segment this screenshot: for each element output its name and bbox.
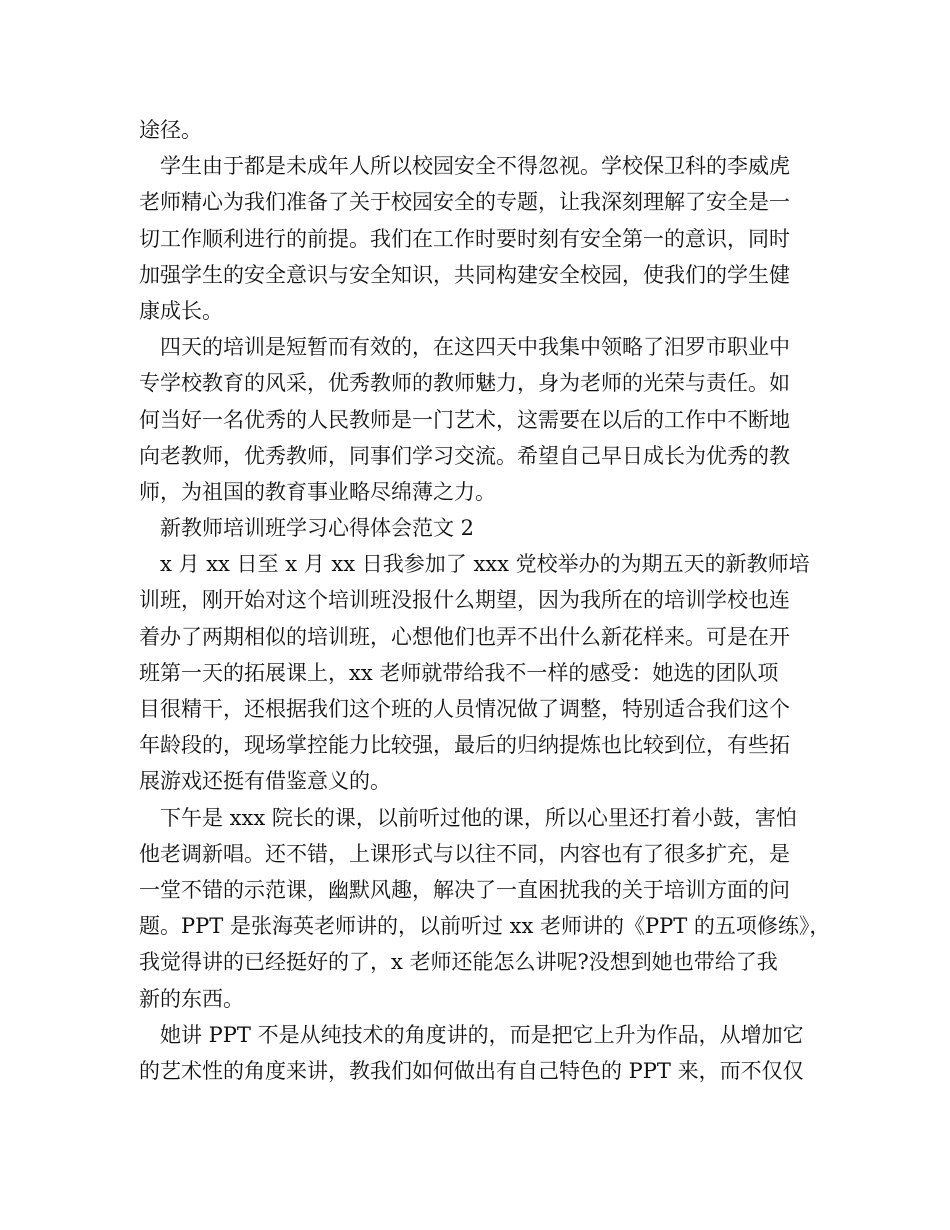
- text-line: 她讲 PPT 不是从纯技术的角度讲的，而是把它上升为作品，从增加它: [160, 1022, 804, 1047]
- text-line: 年龄段的，现场掌控能力比较强，最后的归纳提炼也比较到位，有些拓: [139, 733, 790, 758]
- document-body: [139, 112, 831, 1089]
- text-line: x 月 xx 日至 x 月 xx 日我参加了 xxx 党校举办的为期五天的新教师培: [160, 552, 810, 577]
- text-line: 学生由于都是未成年人所以校园安全不得忽视。学校保卫科的李威虎: [160, 154, 790, 179]
- text-line: 师，为祖国的教育事业略尽绵薄之力。: [139, 479, 496, 504]
- text-line: 向老教师，优秀教师，同事们学习交流。希望自己早日成长为优秀的教: [139, 443, 790, 468]
- text-line: 目很精干，还根据我们这个班的人员情况做了调整，特别适合我们这个: [139, 697, 790, 721]
- text-line: 康成长。: [139, 298, 223, 323]
- text-line: 四天的培训是短暂而有效的，在这四天中我集中领略了汨罗市职业中: [160, 335, 790, 360]
- text-line: 何当好一名优秀的人民教师是一门艺术，这需要在以后的工作中不断地: [139, 407, 790, 432]
- text-line: 的艺术性的角度来讲，教我们如何做出有自己特色的 PPT 来，而不仅仅: [139, 1058, 804, 1083]
- text-line: 老师精心为我们准备了关于校园安全的专题，让我深刻理解了安全是一: [139, 190, 790, 215]
- text-line: 班第一天的拓展课上，xx 老师就带给我不一样的感受：她选的团队项: [139, 660, 779, 685]
- text-line: 训班，刚开始对这个培训班没报什么期望，因为我所在的培训学校也连: [139, 588, 790, 613]
- text-line: 新的东西。: [139, 986, 244, 1011]
- text-line: 下午是 xxx 院长的课，以前听过他的课，所以心里还打着小鼓，害怕: [160, 805, 797, 830]
- text-line: 加强学生的安全意识与安全知识，共同构建安全校园，使我们的学生健: [139, 262, 790, 287]
- text-line: 途径。: [139, 118, 202, 142]
- text-line: 新教师培训班学习心得体会范文 2: [160, 516, 475, 541]
- text-line: 我觉得讲的已经挺好的了，x 老师还能怎么讲呢?没想到她也带给了我: [139, 950, 778, 975]
- text-line: 着办了两期相似的培训班，心想他们也弄不出什么新花样来。可是在开: [139, 624, 790, 649]
- text-line: 专学校教育的风采，优秀教师的教师魅力，身为老师的光荣与责任。如: [139, 371, 790, 396]
- text-line: 题。PPT 是张海英老师讲的，以前听过 xx 老师讲的《PPT 的五项修练》，: [139, 914, 831, 939]
- text-line: 切工作顺利进行的前提。我们在工作时要时刻有安全第一的意识，同时: [139, 226, 790, 251]
- text-line: 一堂不错的示范课，幽默风趣，解决了一直困扰我的关于培训方面的问: [139, 877, 790, 902]
- text-line: 展游戏还挺有借鉴意义的。: [139, 769, 391, 794]
- text-line: 他老调新唱。还不错，上课形式与以往不同，内容也有了很多扩充，是: [139, 841, 790, 866]
